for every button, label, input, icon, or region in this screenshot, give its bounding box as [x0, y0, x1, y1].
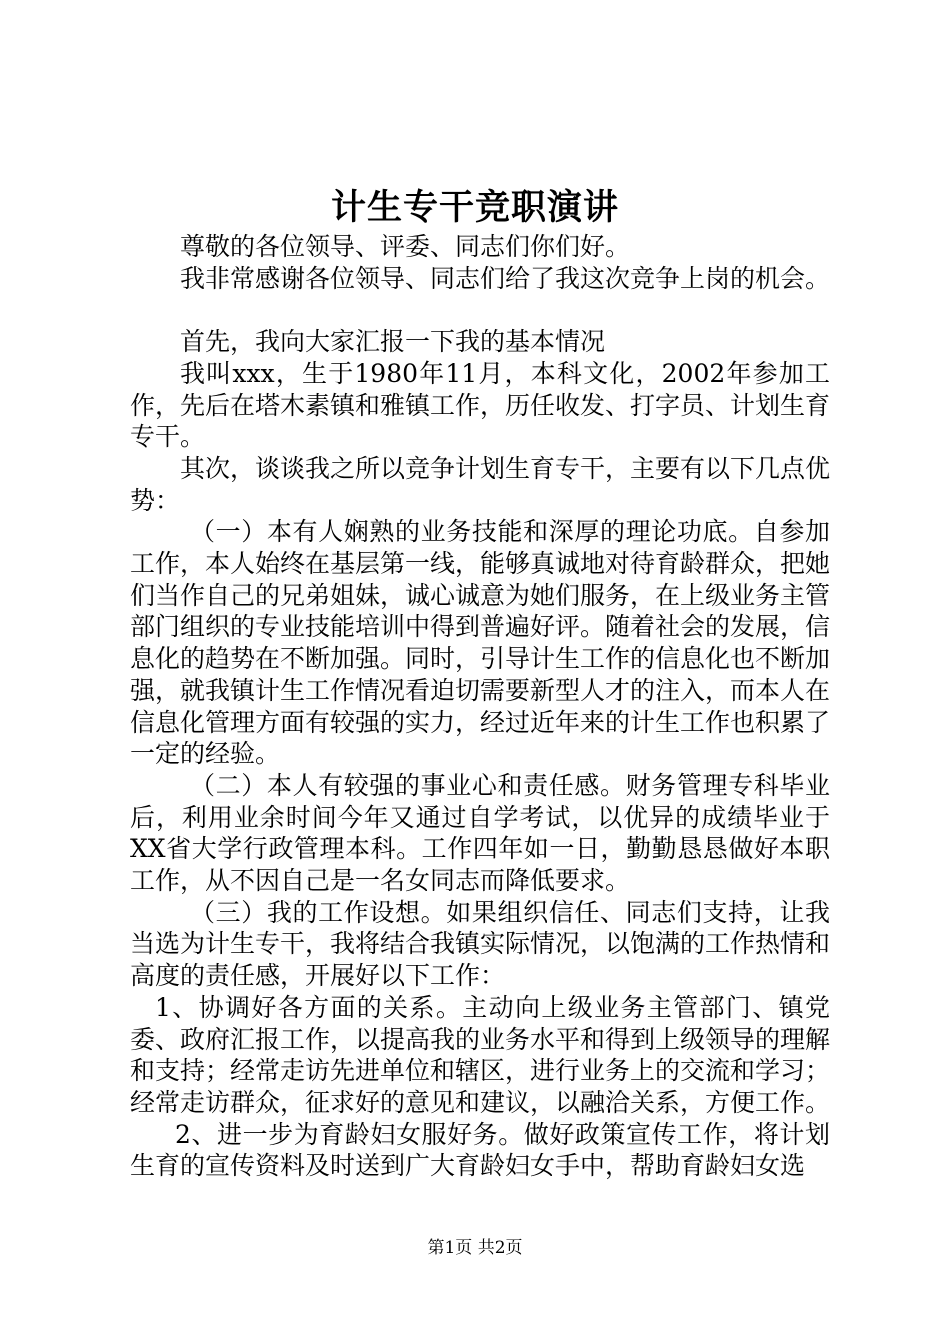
paragraph-advantage-one: （一）本有人娴熟的业务技能和深厚的理论功底。自参加工作，本人始终在基层第一线，能够真诚地对待育龄群众，把她们当作自己的兄弟姐妹，诚心诚意为她们服务，在上级业务主管部门组织的专业技能培训中得到普遍好评。随着社会的发展，信息化的趋势在不断加强。同时，引导计生工作的信息化也不断加强，就我镇计生工作情况看迫切需要新型人才的注入，而本人在信息化管理方面有较强的实力，经过近年来的计生工作也积累了一定的经验。	[130, 517, 831, 769]
paragraph-basic-info: 我叫xxx，生于1980年11月，本科文化，2002年参加工作，先后在塔木素镇和雅镇工作，历任收发、打字员、计划生育专干。	[130, 358, 831, 452]
paragraph-advantage-two: （二）本人有较强的事业心和责任感。财务管理专科毕业后，利用业余时间今年又通过自学考试，以优异的成绩毕业于XX省大学行政管理本科。工作四年如一日，勤勤恳恳做好本职工作，从不因自己是一名女同志而降低要求。	[130, 770, 830, 896]
paragraph-greeting: 尊敬的各位领导、评委、同志们你们好。	[180, 232, 631, 261]
paragraph-spacer	[130, 294, 830, 326]
page-footer: 第1页 共2页	[427, 1238, 523, 1258]
document-title: 计生专干竞职演讲	[330, 187, 619, 228]
paragraph-intro-heading: 首先，我向大家汇报一下我的基本情况	[180, 327, 606, 357]
paragraph-plan-item-two: 2、进一步为育龄妇女服好务。做好政策宣传工作，将计划生育的宣传资料及时送到广大育龄妇女手中，帮助育龄妇女选	[130, 1119, 830, 1181]
document-body	[130, 231, 830, 1182]
paragraph-work-plan: （三）我的工作设想。如果组织信任、同志们支持，让我当选为计生专干，我将结合我镇实际情况，以饱满的工作热情和高度的责任感，开展好以下工作：	[130, 897, 831, 991]
paragraph-plan-item-one: 1、协调好各方面的关系。主动向上级业务主管部门、镇党委、政府汇报工作，以提高我的业务水平和得到上级领导的理解和支持；经常走访先进单位和辖区，进行业务上的交流和学习；经常走访群众，征求好的意见和建议，以融洽关系，方便工作。	[130, 992, 831, 1117]
paragraph-advantages-intro: 其次，谈谈我之所以竞争计划生育专干，主要有以下几点优势：	[130, 453, 831, 515]
paragraph-thanks: 我非常感谢各位领导、同志们给了我这次竞争上岗的机会。	[180, 263, 831, 293]
